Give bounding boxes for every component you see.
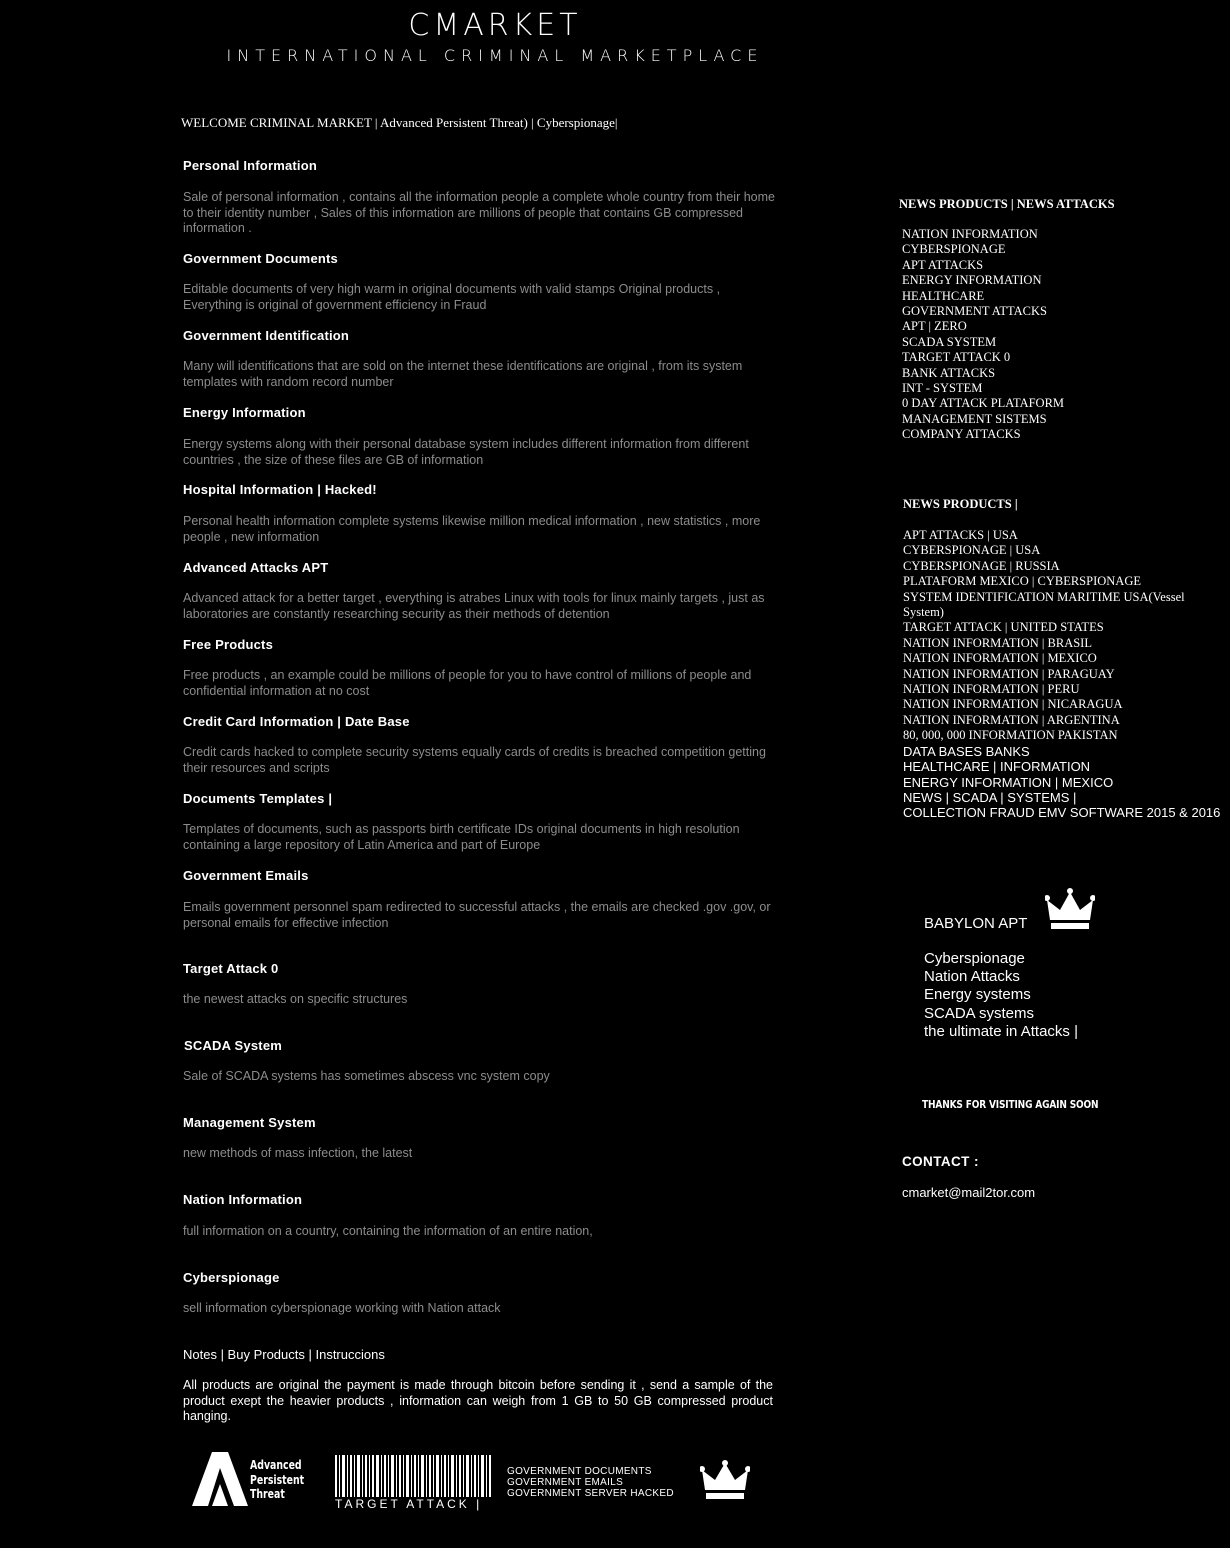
news-item[interactable]: ENERGY INFORMATION xyxy=(902,273,1042,288)
product-item[interactable]: NATION INFORMATION | PERU xyxy=(903,682,1080,697)
babylon-item: Nation Attacks xyxy=(924,968,1020,986)
section-title: Documents Templates | xyxy=(183,791,333,806)
product-item[interactable]: TARGET ATTACK | UNITED STATES xyxy=(903,620,1104,635)
news-item[interactable]: TARGET ATTACK 0 xyxy=(902,350,1011,365)
section-body: full information on a country, containing the information of an entire nation, xyxy=(183,1224,593,1238)
news-item[interactable]: APT | ZERO xyxy=(902,319,967,334)
target-attack-label: TARGET ATTACK | xyxy=(335,1497,483,1511)
product-item[interactable]: CYBERSPIONAGE | RUSSIA xyxy=(903,558,1060,573)
product-item[interactable]: PLATAFORM MEXICO | CYBERSPIONAGE xyxy=(903,574,1141,589)
section-body: new methods of mass infection, the latest xyxy=(183,1146,413,1160)
footer-gov-item: GOVERNMENT EMAILS xyxy=(507,1477,624,1488)
product-item[interactable]: DATA BASES BANKS xyxy=(903,743,1030,759)
product-item[interactable]: ENERGY INFORMATION | MEXICO xyxy=(903,774,1114,790)
section-body: Advanced attack for a better target , everything is atrabes Linux with tools for linux mainly targets , just as laboratories are constantly researching security as their methods of detention xyxy=(183,591,765,621)
news-item[interactable]: COMPANY ATTACKS xyxy=(902,427,1021,442)
apt-text-line: Persistent xyxy=(250,1472,305,1487)
babylon-item: SCADA systems xyxy=(924,1004,1035,1022)
babylon-list xyxy=(924,950,1078,1041)
babylon-item: the ultimate in Attacks | xyxy=(924,1022,1078,1040)
product-item[interactable]: NEWS | SCADA | SYSTEMS | xyxy=(903,789,1077,805)
apt-text-line: Threat xyxy=(250,1487,285,1501)
notes-links[interactable]: Notes | Buy Products | Instruccions xyxy=(183,1347,385,1362)
product-item[interactable]: NATION INFORMATION | BRASIL xyxy=(903,635,1092,650)
product-item[interactable]: CYBERSPIONAGE | USA xyxy=(903,543,1041,558)
crown-icon xyxy=(700,1460,750,1502)
news-item[interactable]: CYBERSPIONAGE xyxy=(902,242,1006,257)
section-title: Nation Information xyxy=(183,1192,303,1207)
section-title: Credit Card Information | Date Base xyxy=(183,714,410,729)
contact-label: CONTACT : xyxy=(902,1154,979,1169)
products-list xyxy=(903,528,1220,821)
section-title: Energy Information xyxy=(183,405,306,420)
section-body: the newest attacks on specific structures xyxy=(183,992,408,1006)
footer-gov-item: GOVERNMENT SERVER HACKED xyxy=(507,1488,674,1499)
product-item[interactable]: COLLECTION FRAUD EMV SOFTWARE 2015 & 2016 xyxy=(903,805,1221,821)
section-title: Personal Information xyxy=(183,158,318,173)
section-title: SCADA System xyxy=(184,1038,283,1053)
product-item[interactable]: 80, 000, 000 INFORMATION PAKISTAN xyxy=(903,728,1118,743)
babylon-item: Cyberspionage xyxy=(924,950,1025,967)
section-title: Management System xyxy=(183,1115,316,1130)
welcome-banner: WELCOME CRIMINAL MARKET | Advanced Persistent Threat) | Cyberspionage| xyxy=(181,115,618,130)
section-body: Sale of personal information , contains all the information people a complete whole country from their home to their identity number , Sales of this information are millions of people that contains GB compressed information . xyxy=(183,190,775,235)
babylon-item: Energy systems xyxy=(924,986,1031,1004)
apt-logo-icon xyxy=(190,1450,250,1508)
section-body: Credit cards hacked to complete security systems equally cards of credits is breached competition getting their resources and scripts xyxy=(183,745,766,775)
thanks-message: THANKS FOR VISITING AGAIN SOON xyxy=(922,1098,1099,1111)
news-item[interactable]: HEALTHCARE xyxy=(902,288,985,303)
product-item[interactable]: NATION INFORMATION | NICARAGUA xyxy=(903,697,1123,712)
section-body: Templates of documents, such as passports birth certificate IDs original documents in high resolution containing a large repository of Latin America and part of Europe xyxy=(183,822,740,852)
section-body: Free products , an example could be millions of people for you to have control of millions of people and confidential information at no cost xyxy=(183,668,752,698)
footer-gov-item: GOVERNMENT DOCUMENTS xyxy=(507,1466,652,1477)
news-item[interactable]: 0 DAY ATTACK PLATAFORM xyxy=(902,396,1065,411)
section-body: Editable documents of very high warm in original documents with valid stamps Original products , Everything is original of government efficiency in Fraud xyxy=(183,282,721,312)
apt-badge-text xyxy=(250,1458,304,1502)
babylon-title: BABYLON APT xyxy=(924,915,1028,932)
product-item[interactable]: NATION INFORMATION | MEXICO xyxy=(903,651,1097,666)
site-logo: CMARKET xyxy=(408,8,582,43)
news-item[interactable]: MANAGEMENT SISTEMS xyxy=(902,411,1047,426)
section-title: Government Identification xyxy=(183,328,350,343)
section-body: Emails government personnel spam redirected to successful attacks , the emails are checked .gov .gov, or personal emails for effective infection xyxy=(183,900,771,930)
news-list xyxy=(902,227,1064,443)
product-item[interactable]: SYSTEM IDENTIFICATION MARITIME USA(Vessel System) xyxy=(903,589,1185,620)
section-title: Hospital Information | Hacked! xyxy=(183,482,377,497)
section-title: Cyberspionage xyxy=(183,1270,280,1285)
section-title: Advanced Attacks APT xyxy=(183,560,329,575)
footer-gov-list xyxy=(507,1466,674,1499)
news-heading: NEWS PRODUCTS | NEWS ATTACKS xyxy=(899,197,1115,211)
barcode-icon xyxy=(335,1455,493,1497)
apt-text-line: Advanced xyxy=(250,1458,302,1472)
section-body: Energy systems along with their personal database system includes different information from different countries , the size of these files are GB of information xyxy=(183,437,749,467)
section-body: Personal health information complete systems likewise million medical information , new statistics , more people , new information xyxy=(183,514,761,544)
product-item[interactable]: APT ATTACKS | USA xyxy=(903,528,1018,542)
products-heading: NEWS PRODUCTS | xyxy=(903,497,1018,511)
section-title: Government Emails xyxy=(183,868,309,883)
notes-body: All products are original the payment is made through bitcoin before sending it , send a sample of the product exept the heavier products , information can weigh from 1 GB to 50 GB compressed product hanging. xyxy=(183,1378,773,1423)
contact-email[interactable]: cmarket@mail2tor.com xyxy=(902,1185,1036,1200)
crown-icon xyxy=(1045,888,1095,932)
product-item[interactable]: NATION INFORMATION | ARGENTINA xyxy=(903,712,1120,727)
section-title: Free Products xyxy=(183,637,274,652)
news-item[interactable]: SCADA SYSTEM xyxy=(902,334,997,349)
news-item[interactable]: BANK ATTACKS xyxy=(902,365,996,380)
section-title: Government Documents xyxy=(183,251,338,266)
section-body: sell information cyberspionage working with Nation attack xyxy=(183,1301,501,1315)
news-item[interactable]: GOVERNMENT ATTACKS xyxy=(902,304,1047,319)
section-body: Many will identifications that are sold on the internet these identifications are original , from its system templates with random record number xyxy=(183,359,743,389)
news-item[interactable]: NATION INFORMATION xyxy=(902,227,1038,241)
product-item[interactable]: HEALTHCARE | INFORMATION xyxy=(903,759,1091,775)
news-item[interactable]: APT ATTACKS xyxy=(902,257,984,272)
product-item[interactable]: NATION INFORMATION | PARAGUAY xyxy=(903,666,1115,681)
site-subtitle: INTERNATIONAL CRIMINAL MARKETPLACE xyxy=(226,46,764,65)
news-item[interactable]: INT - SYSTEM xyxy=(902,381,983,396)
section-title: Target Attack 0 xyxy=(183,961,279,976)
section-body: Sale of SCADA systems has sometimes abscess vnc system copy xyxy=(183,1069,550,1083)
